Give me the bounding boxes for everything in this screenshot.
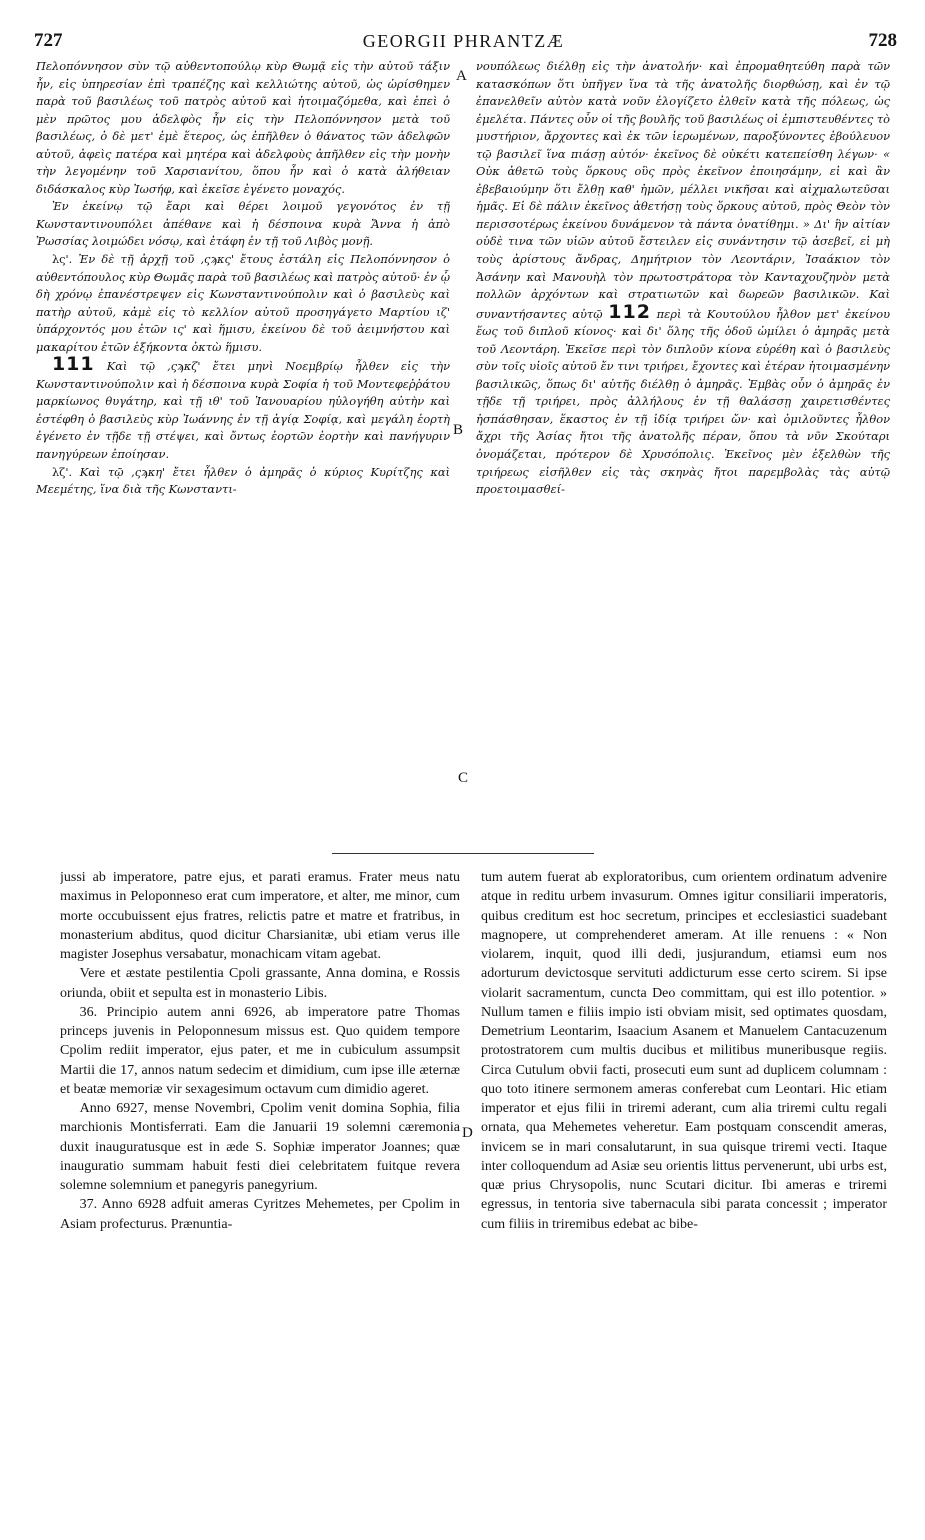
margin-page-number: 112	[608, 300, 651, 323]
margin-page-number: 111	[51, 353, 95, 376]
greek-right-paragraph-1-text: νουπόλεως διέλθῃ εἰς τὴν ἀνατολήν· καὶ ἐπρομαθητεύθη παρὰ τῶν κατασκόπων ὅτι ὑπῆγεν ἵνα τὰ τῆς ἀνατολῆς διορθώσῃ, καὶ ἐν τῷ ἐπανελθεῖν αὐτὸν κατὰ νοῦν ἐλογίζετο ἐλθεῖν κατὰ τῆς πόλεως, ὡς ἐμελέτα. Πάντες οὖν οἱ τῆς βουλῆς τοῦ βασιλέως οἱ ἐμπιστευθέντες τὸ μυστήριον, ἄρχοντες καὶ ἐκ τῶν ἱερωμένων, παροξύνοντες ἐβούλευον τῷ βασιλεῖ ἵνα πιάσῃ αὐτόν· ἐκεῖνος δὲ οὐκέτι κατεπείσθη λέγων· « Οὐκ ἀθετῶ τοὺς ὅρκους οὓς πρὸς ἐκεῖνον ἐποιησάμην, εἰ καὶ ἂν ἐβεβαιούμην ὅτι ἔλθῃ καθ' ἡμῶν, μέλλει νικῆσαι καὶ αἰχμαλωτεῦσαι ἡμᾶς. Εἰ δὲ πάλιν ἐκεῖνος ἀθετήσῃ τοὺς ὅρκους αὐτοῦ, πρὸς Θεὸν τὸν περισσοτέρως ἐκείνου δυνάμενον τὰ πάντα ὀνατίθημι. » Δι' ἣν αἰτίαν οὐδὲ τινα τῶν υἱῶν αὐτοῦ ἔστειλεν εἰς συνάντησιν τῷ ἀσεβεῖ, εἰ μὴ τοὺς ἀρίστους ἄνδρας, Δημήτριον τὸν Λεοντάριν, Ἰσαάκιον τὸν Ἀσάνην καὶ Μανουὴλ τὸν πρωτοστράτορα τὸν Κανταχουζηνὸν μετὰ πολλῶν ἀρχόντων καὶ στρατιωτῶν καὶ δωρεῶν βασιλικῶν. Καὶ συναντήσαντες αὐτῷ	[476, 59, 890, 321]
greek-left-paragraph-5	[36, 464, 450, 499]
greek-left-paragraph-2: Ἐν ἐκείνῳ τῷ ἔαρι καὶ θέρει λοιμοῦ γεγονότος ἐν τῇ Κωνσταντινουπόλει ἀπέθανε καὶ ἡ δέσποινα κυρὰ Ἄννα ἡ ἀπὸ Ῥωσσίας λοιμώδει νόσῳ, καὶ ἐτάφη ἐν τῇ τοῦ Λιβὸς μονῇ.	[36, 199, 450, 249]
margin-letter-a: A	[456, 68, 467, 84]
latin-left-paragraph-1: jussi ab imperatore, patre ejus, et parati eramus. Frater meus natu maximus in Peloponneso erat cum imperatore, et alter, me minor, cum morte occubuissent ejus fratres, relictis patre et matre et fratribus, in monasterium abditus, quod dicitur Charsianitæ, ubi etiam verus ille magister Josephus versabatur, monachicam vitam agebat.	[60, 870, 460, 962]
section-number: λζ'.	[51, 464, 73, 479]
section-number: λς'.	[51, 252, 73, 267]
greek-left-paragraph-4	[36, 353, 450, 463]
margin-letter-b: B	[453, 422, 464, 438]
latin-left-paragraph-3: 36. Principio autem anni 6926, ab imperatore patre Thomas princeps juvenis in Peloponnesum missus est. Quo quidem tempore Cpolim rediit imperator, ejus pater, et me in cubiculum assumpsit Martii die 17, annos natum sedecim et dimidium, cum ipse ille æternæ et beatæ memoriæ vir sexagesimum octavum cum dimidio ageret.	[60, 1004, 460, 1097]
latin-left-paragraph-4: Anno 6927, mense Novembri, Cpolim venit domina Sophia, filia marchionis Montisferrati. Eam die Januarii 19 solemni cæremonia duxit inauguratusque est in æde S. Sophiæ imperator Joannes; quæ inauguratio summam habuit festi diei celebritatem fuitque revera solemne solemnium et panegyris panegyrium.	[60, 1101, 460, 1193]
latin-left-paragraph-2: Vere et æstate pestilentia Cpoli grassante, Anna domina, e Rossis oriunda, obiit et sepulta est in monasterio Libis.	[60, 966, 460, 1001]
greek-column-right	[476, 58, 890, 848]
greek-column-left	[36, 58, 450, 848]
greek-left-paragraph-3-text: Ἐν δὲ τῇ ἀρχῇ τοῦ ,ςϡκς' ἔτους ἐστάλη εἰς Πελοπόννησον ὁ αὐθεντόπουλος κὺρ Θωμᾶς παρὰ τοῦ βασιλέως καὶ πατρὸς αὐτοῦ· ἐν ᾧ δὴ χρόνῳ ἐπανέστρεψεν εἰς Κωνσταντινούπολιν καὶ ὁ βασιλεὺς καὶ πατὴρ αὐτοῦ, κἀμὲ εἰς τὸ κελλίον αὐτοῦ προσηγάγετο Μαρτίου ιζ' ὑπάρχοντός μου ἐτῶν ις' καὶ ἥμισυ, ἐκείνου δὲ τοῦ ἀειμνήστου καὶ μακαρίτου ἐτῶν ἑξήκοντα ὀκτὼ ἥμισυ.	[36, 252, 450, 354]
greek-right-paragraph-1b-text: περὶ τὰ Κουτούλου ἦλθον μετ' ἐκείνου ἕως τοῦ διπλοῦ κίονος· καὶ δι' ὅλης τῆς ὁδοῦ ὡμίλει ὁ ἀμηρᾶς μετὰ τοῦ Λεοντάρη. Ἐκεῖσε περὶ τὸν διπλοῦν κίονα εὑρέθη καὶ ὁ βασιλεὺς σὺν τοῖς υἱοῖς αὐτοῦ ἔν τινι τριήρει, ἔχοντες καὶ ἑτέραν ἡτοιμασμένην βασιλικῶς, ὅπως δι' αὐτῆς διέλθῃ ὁ ἀμηρᾶς. Ἐμβὰς οὖν ὁ ἀμηρᾶς ἐν τῇδε τῇ τριήρει, πρὸς ἀλλήλους ἐν τῇ θαλάσσῃ χαιρετισθέντες ἠσπάσθησαν, ἕκαστος ἐν τῇ ἰδίᾳ τριήρει ὤν· καὶ ὁμιλοῦντες ἦλθον ἄχρι τῆς Ἀσίας ἤτοι τῆς ἀνατολῆς πέραν, ὅπου τὰ νῦν Σκούταρι ὀνομάζεται, πρότερον δὲ Χρυσόπολις. Ἐκεῖνος μὲν ἐξελθὼν τῆς τριήρεως εἰσῆλθεν εἰς τὰς σκηνὰς ἤτοι παρεμβολὰς τὰς αὐτῷ προετοιμασθεί-	[476, 306, 890, 497]
greek-left-paragraph-1: Πελοπόννησον σὺν τῷ αὐθεντοπούλῳ κὺρ Θωμᾷ εἰς τὴν αὐτοῦ τάξιν ἦν, εἰς ὑπηρεσίαν ἐπὶ τραπέζης καὶ κελλιώτης αὐτοῦ, ὡς ὡρίσθημεν παρὰ τοῦ βασιλέως τοῦ πατρὸς αὐτοῦ καὶ ἡτοιμαζόμεθα, καὶ ἐπεὶ ὁ μὲν πρῶτος μου ἀδελφὸς ἦν εἰς τὴν Πελοπόννησον μετὰ τοῦ βασιλέως, ὁ δὲ μετ' ἐμὲ ἕτερος, ὡς ἐπῆλθεν ὁ θάνατος τῶν ἀδελφῶν αὐτοῦ, ἀφεὶς πατέρα καὶ μητέρα καὶ ἀδελφοὺς ἀπῆλθεν εἰς τὴν μονὴν τὴν λεγομένην τοῦ Χαρσιανίτου, ὅπου ἦν καὶ ὁ κατὰ ἀλήθειαν διδάσκαλος κὺρ Ἰωσήφ, καὶ ἐκεῖσε ἐγένετο μοναχός.	[36, 59, 450, 196]
latin-right-paragraph-1: tum autem fuerat ab exploratoribus, cum orientem ordinatum advenire atque in reditu urbem invasurum. Omnes igitur consiliarii imperatoris, quibus creditum est hoc secretum, principes et ecclesiastici suadebant magnopere, ut comprehenderet ameram. At ille renuens : « Non violarem, inquit, quod illi dedi, jusjurandum, etiamsi eum nos adorturum devictosque servituti addicturum esse certo scirem. Si ipse violarit sacramentum, cuncta Deo committam, qui est illo potentior. » Nullum tamen e filiis impio isti obviam misit, sed optimates quosdam, Demetrium Leontarim, Isaacium Asanem et Manuelem Cantacuzenum protostratorem cum multis ducibus et militibus muneribusque regiis. Circa Cutulum obvii facti, prosecuti eum sunt ad duplicem columnam : quo toto itinere sermonem ameras conferebat cum Leontari. Hic etiam imperator et ejus filii in triremi aderant, cum alia triremi cultu regali ornata, qua Mehemetes veheretur. Eam postquam conscendit ameras, invicem se in mari consalutarunt, in sua quisque triremi vecti. Itaque inter colloquendum ad Asiæ seu orientis littus pervenerunt, ubi urbs est, quæ prius Chrysopolis, nunc Scutari dicitur. Ibi ameras e triremi egressus, in tentoria sive tabernacula sibi parata concessit ; imperator cum filiis in triremibus edebat ac bibe-	[481, 870, 887, 1232]
greek-right-paragraph-1	[476, 58, 890, 499]
greek-left-paragraph-5-text: Καὶ τῷ ,ςϡκη' ἔτει ἦλθεν ὁ ἀμηρᾶς ὁ κύριος Κυρίτζης καὶ Μεεμέτης, ἵνα διὰ τῆς Κωνσταντι-	[36, 464, 450, 497]
greek-left-paragraph-3	[36, 251, 450, 356]
section-divider	[332, 853, 594, 854]
margin-letter-d: D	[462, 1125, 473, 1141]
greek-left-paragraph-4-text: Καὶ τῷ ,ςϡκζ' ἔτει μηνὶ Νοεμβρίῳ ἦλθεν εἰς τὴν Κωνσταντινούπολιν καὶ ἡ δέσποινα κυρὰ Σοφία ἡ τοῦ Μοντεφεῤῥάτου μαρκίωνος θυγάτηρ, καὶ τῇ ιθ' τοῦ Ἰανουαρίου ηὐλογήθη αὐτὴν καὶ ἐστέφθη ὁ βασιλεὺς κὺρ Ἰωάννης ἐν τῇ ἁγίᾳ Σοφίᾳ, καὶ μεγάλη ἑορτὴ ἐγένετο ἐν τῇδε τῇ στέψει, καὶ ὄντως ἑορτῶν ἑορτὴν καὶ πανήγυριν πανηγύρεων ἐποίησαν.	[36, 359, 450, 462]
page-header	[30, 30, 897, 56]
page-number-left: 727	[34, 30, 63, 51]
latin-column-left	[60, 868, 460, 1516]
page-number-right: 728	[868, 30, 897, 51]
margin-letter-c: C	[458, 770, 469, 786]
latin-column-right	[481, 868, 887, 1516]
running-title: GEORGII PHRANTZÆ	[362, 31, 565, 51]
latin-left-paragraph-5: 37. Anno 6928 adfuit ameras Cyritzes Mehemetes, per Cpolim in Asiam profecturus. Prænuntia-	[60, 1197, 460, 1232]
